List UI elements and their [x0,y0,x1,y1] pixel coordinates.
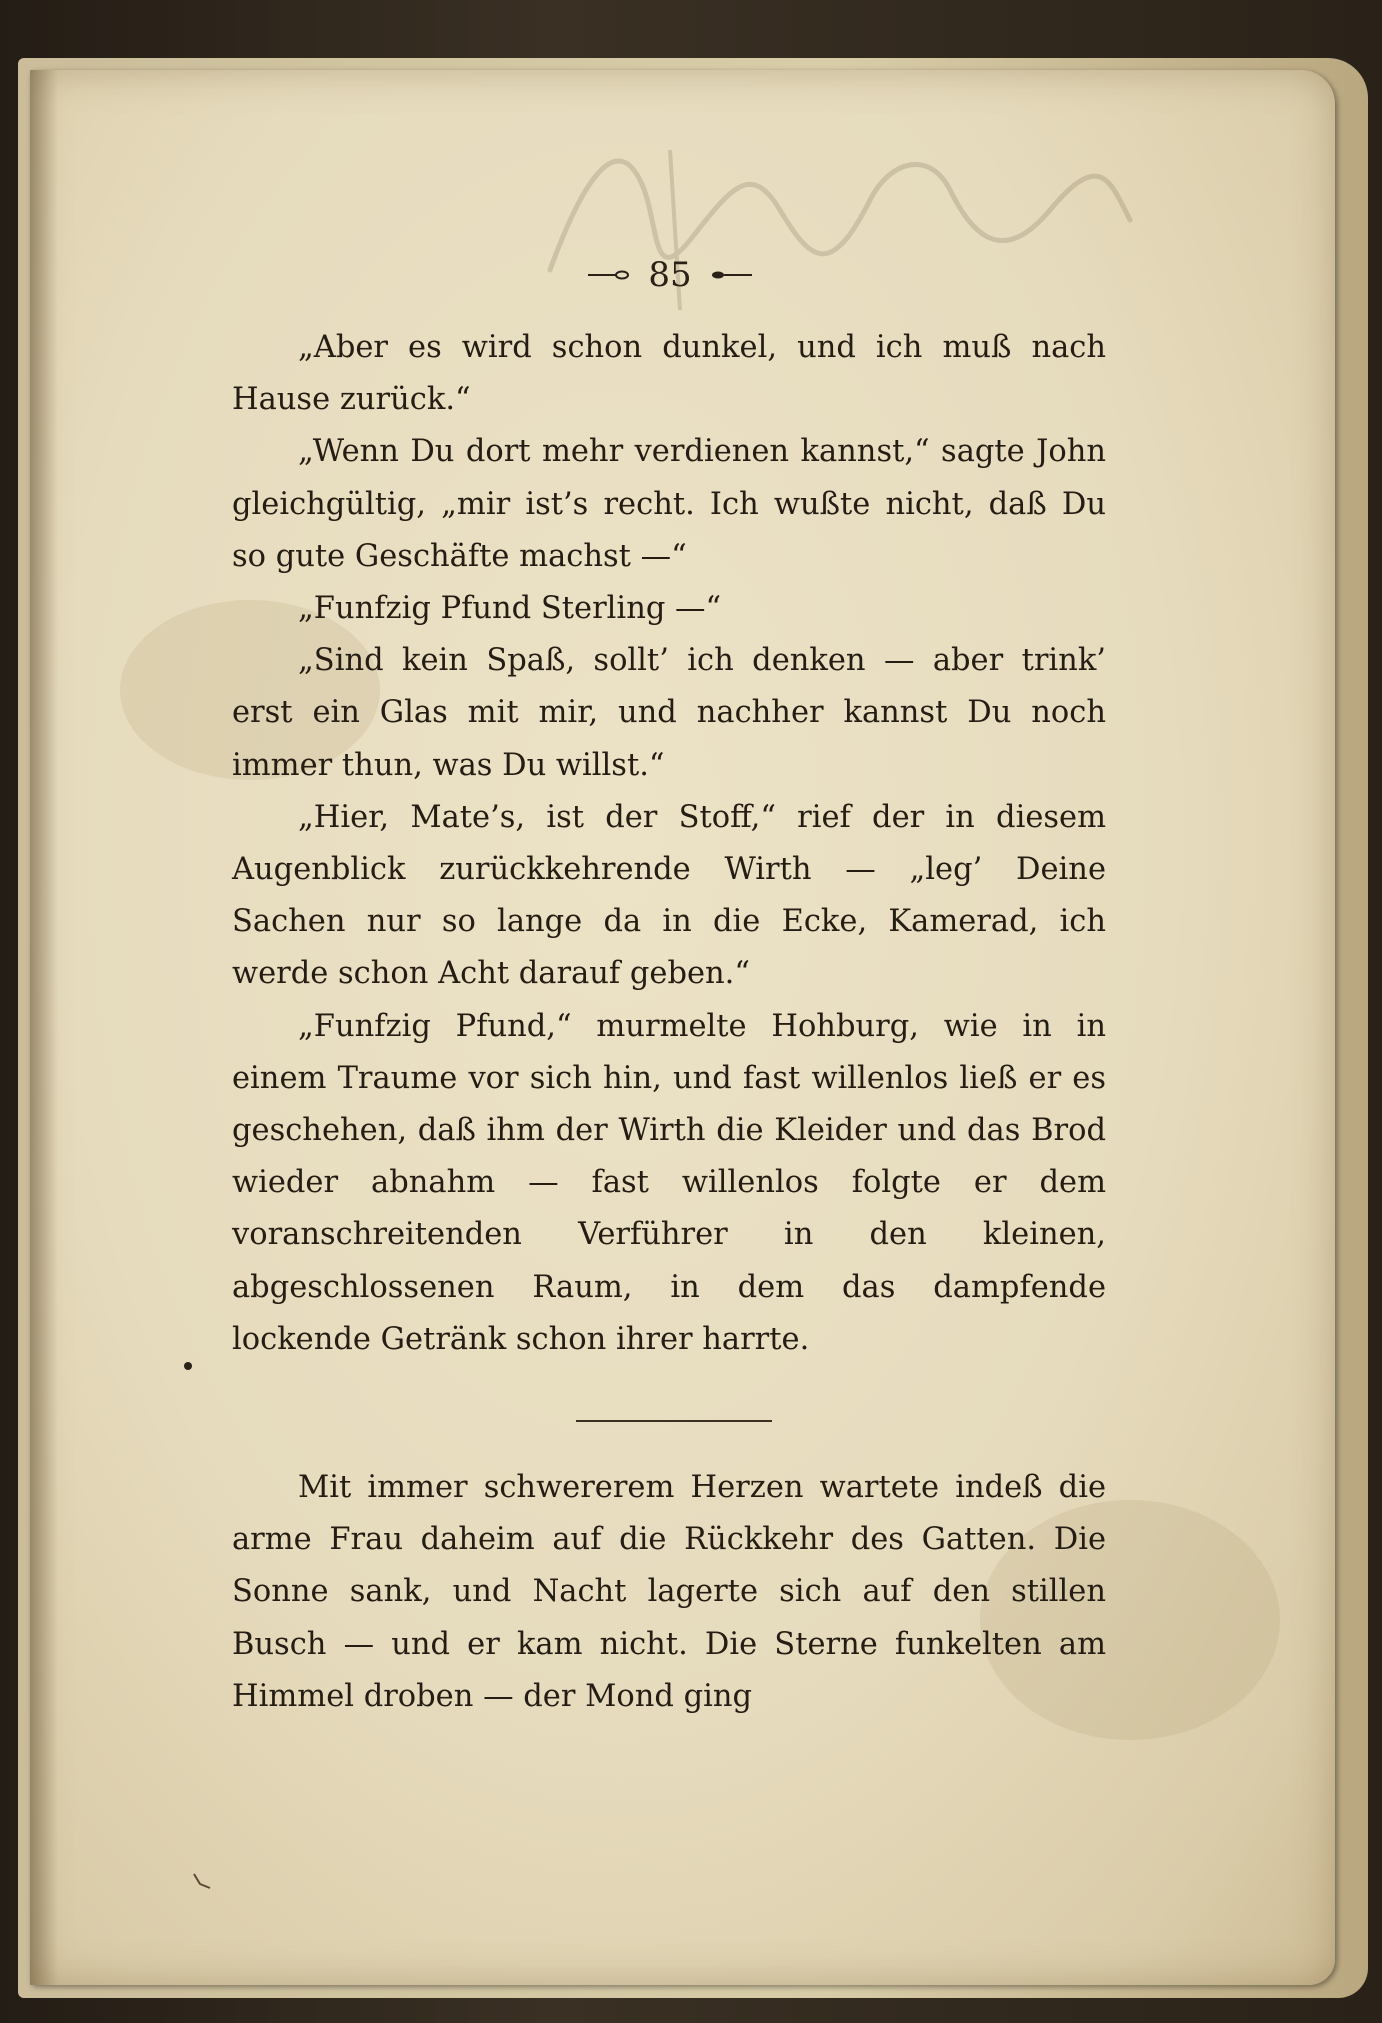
margin-pencil-mark [190,1870,214,1894]
ornament-left-icon [586,270,630,280]
paragraph: „Funfzig Pfund,“ murmelte Hohburg, wie in in einem Traume vor sich hin, und fast willenlos ließ er es geschehen, daß ihm der Wirth die Kleider und das Brod wieder abnahm — fast willenlos folgte er dem voranschreitenden Verführer in den kleinen, abgeschlossenen Raum, in dem das dampfende lockende Getränk schon ihrer harrte. [232,1008,1106,1357]
paragraph: „Aber es wird schon dunkel, und ich muß nach Hause zurück.“ [232,330,1106,418]
paragraph: „Hier, Mate’s, ist der Stoff,“ rief der in diesem Augenblick zurückkehrende Wirth — „leg’ Deine Sachen nur so lange da in die Ecke, Kamerad, ich werde schon Acht darauf geben.“ [232,799,1106,992]
margin-dot [184,1362,192,1370]
section-divider [576,1420,772,1422]
ornament-right-icon [710,270,754,280]
paragraph: „Sind kein Spaß, sollt’ ich denken — aber trink’ erst ein Glas mit mir, und nachher kannst Du noch immer thun, was Du willst.“ [232,643,1106,783]
text-section-1 [232,322,1106,1366]
paragraph: „Funfzig Pfund Sterling —“ [298,591,722,627]
paragraph: Mit immer schwererem Herzen wartete indeß die arme Frau daheim auf die Rückkehr des Gatten. Die Sonne sank, und Nacht lagerte sich auf den stillen Busch — und er kam nicht. Die Sterne funkelten am Himmel droben — der Mond ging [232,1470,1106,1714]
paragraph: „Wenn Du dort mehr verdienen kannst,“ sagte John gleichgültig, „mir ist’s recht. Ich wußte nicht, daß Du so gute Geschäfte machst —“ [232,434,1106,574]
page-number: 85 [648,255,692,295]
page-gutter-shadow [30,70,58,1985]
text-section-2 [232,1462,1106,1723]
page-header [560,250,780,300]
